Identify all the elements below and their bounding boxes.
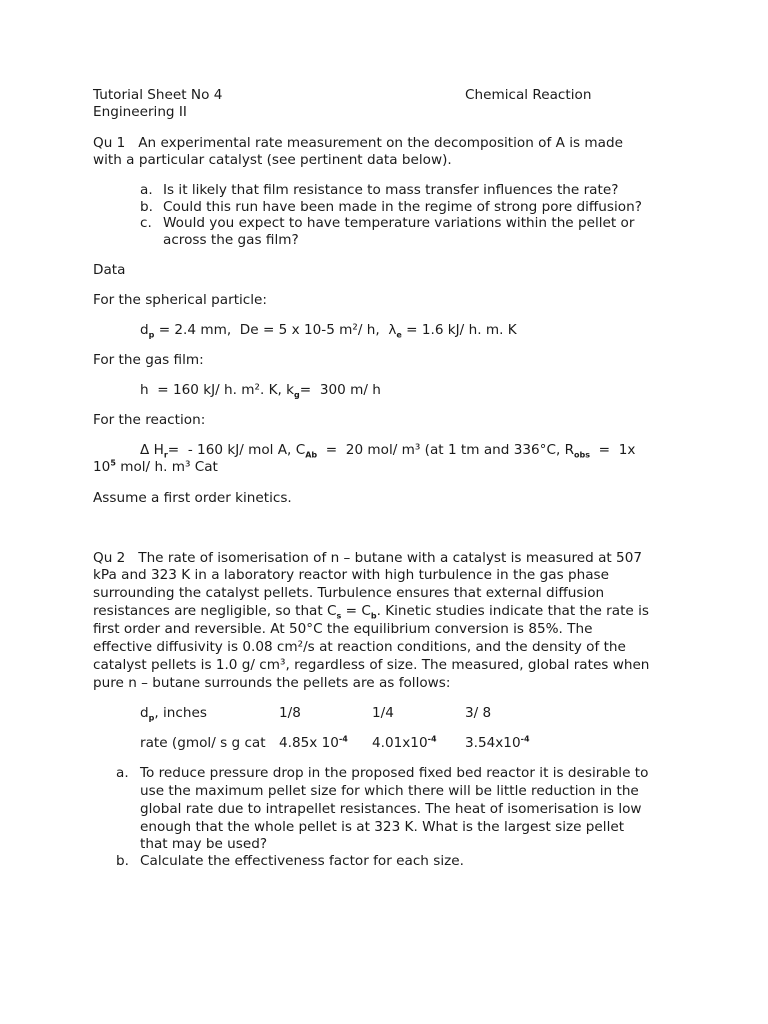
q1-assumption: Assume a first order kinetics. [93, 490, 292, 506]
robs-value: = 1x [590, 442, 636, 458]
q1-particle-data [140, 322, 517, 339]
table-cell: 3/ 8 [465, 705, 492, 721]
dp-value: = 2.4 mm, De = 5 x 10-5 m²/ h, [154, 322, 389, 338]
q2-item-a-marker: a. [116, 765, 129, 781]
dp-unit: , inches [154, 705, 207, 721]
q2-line2: kPa and 323 K in a laboratory reactor with high turbulence in the gas phase [93, 567, 609, 583]
dp-subscript: p [148, 713, 155, 723]
lambda-value: = 1.6 kJ/ h. m. K [401, 322, 517, 338]
rate-exponent: -4 [427, 734, 437, 744]
rate-base: 4.01x10 [372, 735, 428, 751]
dh-value: = - 160 kJ/ mol A, C [167, 442, 306, 458]
kg-subscript: g [294, 390, 300, 400]
q1-item-c-cont: across the gas film? [163, 232, 299, 248]
q2-item-b-marker: b. [116, 853, 129, 869]
header-title-line2: Engineering II [93, 104, 187, 120]
q1-gasfilm-data [140, 382, 381, 399]
kg-value: = 300 m/ h [299, 382, 381, 398]
q1-label: Qu 1 [93, 135, 126, 151]
table-cell [465, 735, 530, 752]
rate-exponent: -4 [338, 734, 348, 744]
lambda-subscript: e [396, 330, 402, 340]
q2-line3: surrounding the catalyst pellets. Turbulence ensures that external diffusion [93, 585, 605, 601]
header-title-right: Chemical Reaction [465, 87, 592, 103]
q2-item-a-line: global rate due to intrapellet resistances. The heat of isomerisation is low [140, 801, 642, 817]
q2-item-a-line: use the maximum pellet size for which there will be little reduction in the [140, 783, 639, 799]
q1-intro-line2: with a particular catalyst (see pertinent data below). [93, 152, 452, 168]
cab-value: = 20 mol/ m³ (at 1 tm and 336°C, R [317, 442, 575, 458]
cs-subscript: s [336, 611, 342, 621]
q2-text: . Kinetic studies indicate that the rate is [376, 603, 649, 619]
q1-intro-line1: Qu 1 An experimental rate measurement on the decomposition of A is made [93, 135, 623, 151]
dp-symbol: d [140, 322, 149, 338]
dp-subscript: p [148, 330, 155, 340]
table-row1-label [140, 705, 207, 722]
q2-item-b-line: Calculate the effectiveness factor for each size. [140, 853, 464, 869]
q2-line7: catalyst pellets is 1.0 g/ cm³, regardless of size. The measured, global rates when [93, 657, 650, 673]
q1-item-text: Is it likely that film resistance to mass transfer influences the rate? [163, 182, 619, 198]
q1-gasfilm-heading: For the gas film: [93, 352, 204, 368]
header-title-left: Tutorial Sheet No 4 [93, 87, 223, 103]
rate-exponent: 5 [110, 458, 116, 468]
q1-item-text: Would you expect to have temperature variations within the pellet or [163, 215, 635, 231]
q1-data-heading: Data [93, 262, 126, 278]
rate-exponent: -4 [520, 734, 530, 744]
q2-line1 [93, 550, 642, 567]
q2-text: The rate of isomerisation of n – butane with a catalyst is measured at 507 [138, 550, 643, 566]
dh-subscript: r [163, 450, 168, 460]
h-value: h = 160 kJ/ h. m². K, k [140, 382, 295, 398]
q1-reaction-heading: For the reaction: [93, 412, 206, 428]
q2-item-a-line: To reduce pressure drop in the proposed fixed bed reactor it is desirable to [140, 765, 649, 781]
q2-line5: first order and reversible. At 50°C the equilibrium conversion is 85%. The [93, 621, 593, 637]
q1-item-b [140, 199, 642, 216]
q2-item-a-line: that may be used? [140, 836, 268, 852]
q1-item-c [140, 215, 634, 232]
rate-base: 10 [93, 459, 111, 475]
table-cell [279, 735, 348, 752]
q2-text: resistances are negligible, so that C [93, 603, 337, 619]
rate-unit: mol/ h. m³ Cat [115, 459, 218, 475]
q1-item-marker: a. [140, 182, 153, 198]
cab-subscript: Ab [305, 450, 318, 460]
table-cell: 1/4 [372, 705, 394, 721]
table-cell [372, 735, 437, 752]
q1-reaction-line1 [140, 442, 635, 459]
q1-item-text: Could this run have been made in the regime of strong pore diffusion? [163, 199, 642, 215]
rate-base: 3.54x10 [465, 735, 521, 751]
q1-item-marker: b. [140, 199, 153, 215]
q1-item-marker: c. [140, 215, 152, 231]
lambda-symbol: λ [388, 322, 397, 338]
q2-line4 [93, 603, 649, 620]
q2-line6: effective diffusivity is 0.08 cm²/s at reaction conditions, and the density of the [93, 639, 626, 655]
dh-symbol: Δ H [140, 442, 164, 458]
robs-subscript: obs [574, 450, 591, 460]
q2-label: Qu 2 [93, 550, 126, 566]
rate-base: 4.85x 10 [279, 735, 339, 751]
q1-particle-heading: For the spherical particle: [93, 292, 267, 308]
table-cell: 1/8 [279, 705, 301, 721]
q2-line8: pure n – butane surrounds the pellets are as follows: [93, 675, 451, 691]
table-row2-label: rate (gmol/ s g cat [140, 735, 266, 751]
q2-item-a-line: enough that the whole pellet is at 323 K. What is the largest size pellet [140, 819, 625, 835]
cb-subscript: b [370, 611, 377, 621]
dp-symbol: d [140, 705, 149, 721]
q2-text: = C [341, 603, 371, 619]
q1-item-a [140, 182, 618, 199]
q1-reaction-line2 [93, 459, 218, 476]
